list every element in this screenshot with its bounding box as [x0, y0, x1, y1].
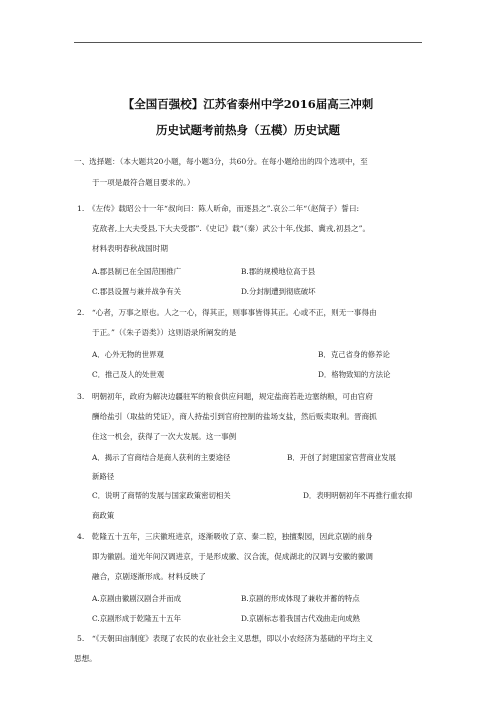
q2-option-b: B．克己省身的修养论 — [318, 350, 390, 359]
q4-option-a: A.京剧由徽剧汉剧合并而成 — [92, 594, 181, 603]
q4-stem-line3: 融合，京剧逐渐形成。材料反映了 — [92, 572, 206, 581]
q2-stem-line1: 2. “心者，万事之原也。人之一心，得其正，则事事皆得其正。心或不正，则无一事得由 — [77, 308, 377, 317]
q1-option-c: C.郡县设置与兼并战争有关 — [92, 287, 182, 296]
q3-option-b-cont: 新路径 — [92, 472, 115, 481]
q3-option-b: B．开创了封建国家官营商业发展 — [287, 453, 396, 462]
section-heading: 一、选择题：（本大题共20小题，每小题3分，共60分。在每小题给出的四个选项中，至 — [74, 157, 368, 166]
q4-stem-line1: 4. 乾隆五十五年，三庆徽班进京，逐渐吸收了京、秦二腔，独擅梨园，因此京剧的前身 — [77, 532, 373, 541]
q3-option-a: A．揭示了官商结合是商人获利的主要途径 — [92, 453, 231, 462]
q1-stem-line2: 克敌者,上大夫受县,下大夫受郡”.《史记》载“（秦）武公十年,伐邽、冀戎,初县之”。 — [92, 224, 371, 233]
q4-stem-line2: 即为徽剧。道光年间汉调进京，于是形成徽、汉合流，促成湖北的汉调与安徽的徽调 — [92, 552, 373, 561]
q5-stem-line1: 5. “《天朝田亩制度》表现了农民的农业社会主义思想，即以小农经济为基础的平均主义 — [77, 634, 373, 643]
q2-option-c: C．推己及人的处世观 — [92, 370, 165, 379]
q4-option-d: D.京剧标志着我国古代戏曲走向成熟 — [241, 614, 360, 623]
q4-option-c: C.京剧形成于乾隆五十五年 — [92, 614, 182, 623]
q3-option-c: C．说明了商帮的发展与国家政策密切相关 — [92, 491, 231, 500]
q1-stem-line1: 1. 《左传》载昭公十一年“叔向曰：陈人昕命，而逐县之”.哀公二年“（赵简子）誓曰: — [77, 204, 360, 213]
q3-stem-line3: 住这一机会，获得了一次大发展。这一事例 — [92, 432, 237, 441]
document-subtitle: 历史试题考前热身（五模）历史试题 — [156, 123, 340, 137]
q3-option-d: D．表明明朝初年不再推行重农抑 — [303, 491, 413, 500]
q2-stem-line2: 于正。”（《朱子语类》）这则语录所阐发的是 — [92, 328, 237, 337]
q2-option-a: A．心外无物的世界观 — [92, 350, 164, 359]
q1-option-a: A.郡县制已在全国范围推广 — [92, 267, 181, 276]
q2-option-d: D．格物致知的方法论 — [318, 370, 391, 379]
header-rule — [74, 42, 422, 43]
q3-option-d-cont: 商政策 — [92, 511, 115, 520]
q1-stem-line3: 材料表明春秋战国时期 — [92, 244, 168, 253]
q3-stem-line2: 酬给盐引（取盐的凭证），商人持盐引到官府控制的盐场支盐，然后贩卖取利。晋商抓 — [92, 412, 377, 421]
q4-option-b: B.京剧的形成体现了兼收并蓄的特点 — [241, 594, 360, 603]
q3-stem-line1: 3. 明朝初年，政府为解决边疆驻军的粮食供应问题，规定盐商若赴边塞纳粮，可由官府 — [77, 392, 373, 401]
q1-option-d: D.分封制遭到彻底破坏 — [241, 287, 316, 296]
q1-option-b: B.郡的规模地位高于县 — [241, 267, 316, 276]
q5-stem-line2: 思想。 — [74, 654, 97, 663]
section-heading-cont: 于一项是最符合题目要求的。） — [92, 178, 195, 187]
document-title: 【全国百强校】江苏省泰州中学2016届高三冲刺 — [122, 97, 374, 111]
